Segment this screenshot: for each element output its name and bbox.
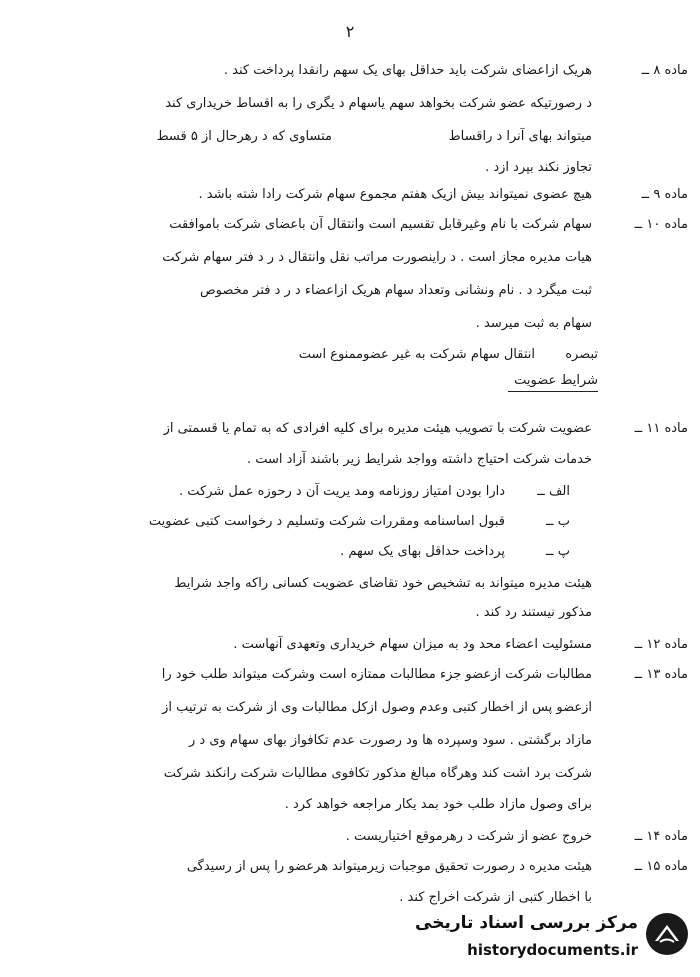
text-line: با اخطار کتبی از شرکت اخراج کند . (399, 890, 592, 905)
clause-be-label: ب ــ (546, 514, 570, 529)
text-line: شرکت برد اشت کند وهرگاه مبالغ مذکور تکافوی مطالبات شرکت رانکند شرکت (163, 766, 592, 781)
text-line: خروج عضو از شرکت د رهرموقع اختیاریست . (345, 829, 592, 844)
text-line: هیئت مدیره میتواند به تشخیص خود تقاضای عضویت کسانی راکه واجد شرایط (174, 576, 592, 591)
text-line: مطالبات شرکت ازعضو جزء مطالبات ممتازه است وشرکت میتواند طلب خود را (161, 667, 592, 682)
clause-pe-label: پ ــ (546, 544, 570, 559)
article-12-label: ماده ۱۲ ــ (634, 637, 688, 652)
article-10-label: ماده ۱۰ ــ (634, 217, 688, 232)
watermark-title: مرکز بررسی اسناد تاریخی (415, 913, 638, 933)
text-line: پرداخت حداقل بهای یک سهم . (340, 544, 505, 559)
text-line: عضویت شرکت با تصویب هیئت مدیره برای کلیه افرادی که به تمام یا قسمتی از (163, 421, 592, 436)
text-line: متساوی که د رهرحال از ۵ قسط (156, 129, 332, 144)
article-8-label: ماده ۸ ــ (641, 63, 688, 78)
text-line: میتواند بهای آنرا د راقساط (448, 129, 592, 144)
text-line: مازاد برگشتی . سود وسپرده ها ود رصورت عدم تکافواز بهای سهام وی د ر (189, 733, 592, 748)
page-number: ۲ (345, 22, 355, 41)
book-logo-icon (644, 911, 690, 957)
text-line: برای وصول مازاد طلب خود بمد یکار مراجعه خواهد کرد . (284, 797, 592, 812)
note-label: تبصره (565, 347, 598, 362)
watermark-url: historydocuments.ir (467, 941, 638, 959)
text-line: هیئت مدیره د رصورت تحقیق موجبات زیرمیتواند هرعضو را پس از رسیدگی (186, 859, 592, 874)
text-line: انتقال سهام شرکت به غیر عضوممنوع است (298, 347, 535, 362)
text-line: هیچ عضوی نمیتواند بیش ازیک هفتم مجموع سهام شرکت رادا شته باشد . (198, 187, 592, 202)
heading-underline (508, 391, 598, 392)
watermark (390, 907, 690, 969)
text-line: قبول اساسنامه ومقررات شرکت وتسلیم د رخواست کتبی عضویت (148, 514, 505, 529)
text-line: ثبت میگرد د . نام ونشانی وتعداد سهام هریک ازاعضاء د ر د فتر مخصوص (199, 283, 592, 298)
text-line: مسئولیت اعضاء محد ود به میزان سهام خریداری وتعهدی آنهاست . (233, 637, 592, 652)
text-line: هیات مدیره مجاز است . د راینصورت مراتب نقل وانتقال د ر د فتر سهام شرکت (162, 250, 592, 265)
text-line: دارا بودن امتیاز روزنامه ومد یریت آن د رحوزه عمل شرکت . (179, 484, 505, 499)
section-heading: شرایط عضویت (514, 373, 598, 388)
text-line: د رصورتیکه عضو شرکت بخواهد سهم یاسهام د یگری را به اقساط خریداری کند (165, 96, 592, 111)
article-14-label: ماده ۱۴ ــ (634, 829, 688, 844)
text-line: سهام شرکت با نام وغیرقابل تقسیم است وانتقال آن باعضای شرکت باموافقت (169, 217, 592, 232)
text-line: هریک ازاعضای شرکت باید حداقل بهای یک سهم رانقدا پرداخت کند . (223, 63, 592, 78)
article-11-label: ماده ۱۱ ــ (634, 421, 688, 436)
text-line: سهام به ثبت میرسد . (475, 316, 592, 331)
clause-alef-label: الف ــ (537, 484, 570, 499)
text-line: خدمات شرکت احتیاج داشته وواجد شرایط زیر باشند آزاد است . (246, 452, 592, 467)
article-15-label: ماده ۱۵ ــ (634, 859, 688, 874)
article-13-label: ماده ۱۳ ــ (634, 667, 688, 682)
text-line: تجاوز نکند بپرد ازد . (485, 160, 592, 175)
text-line: مذکور نیستند رد کند . (475, 605, 592, 620)
text-line: ازعضو پس از اخطار کتبی وعدم وصول ازکل مطالبات وی از شرکت به ترتیب از (162, 700, 592, 715)
article-9-label: ماده ۹ ــ (641, 187, 688, 202)
